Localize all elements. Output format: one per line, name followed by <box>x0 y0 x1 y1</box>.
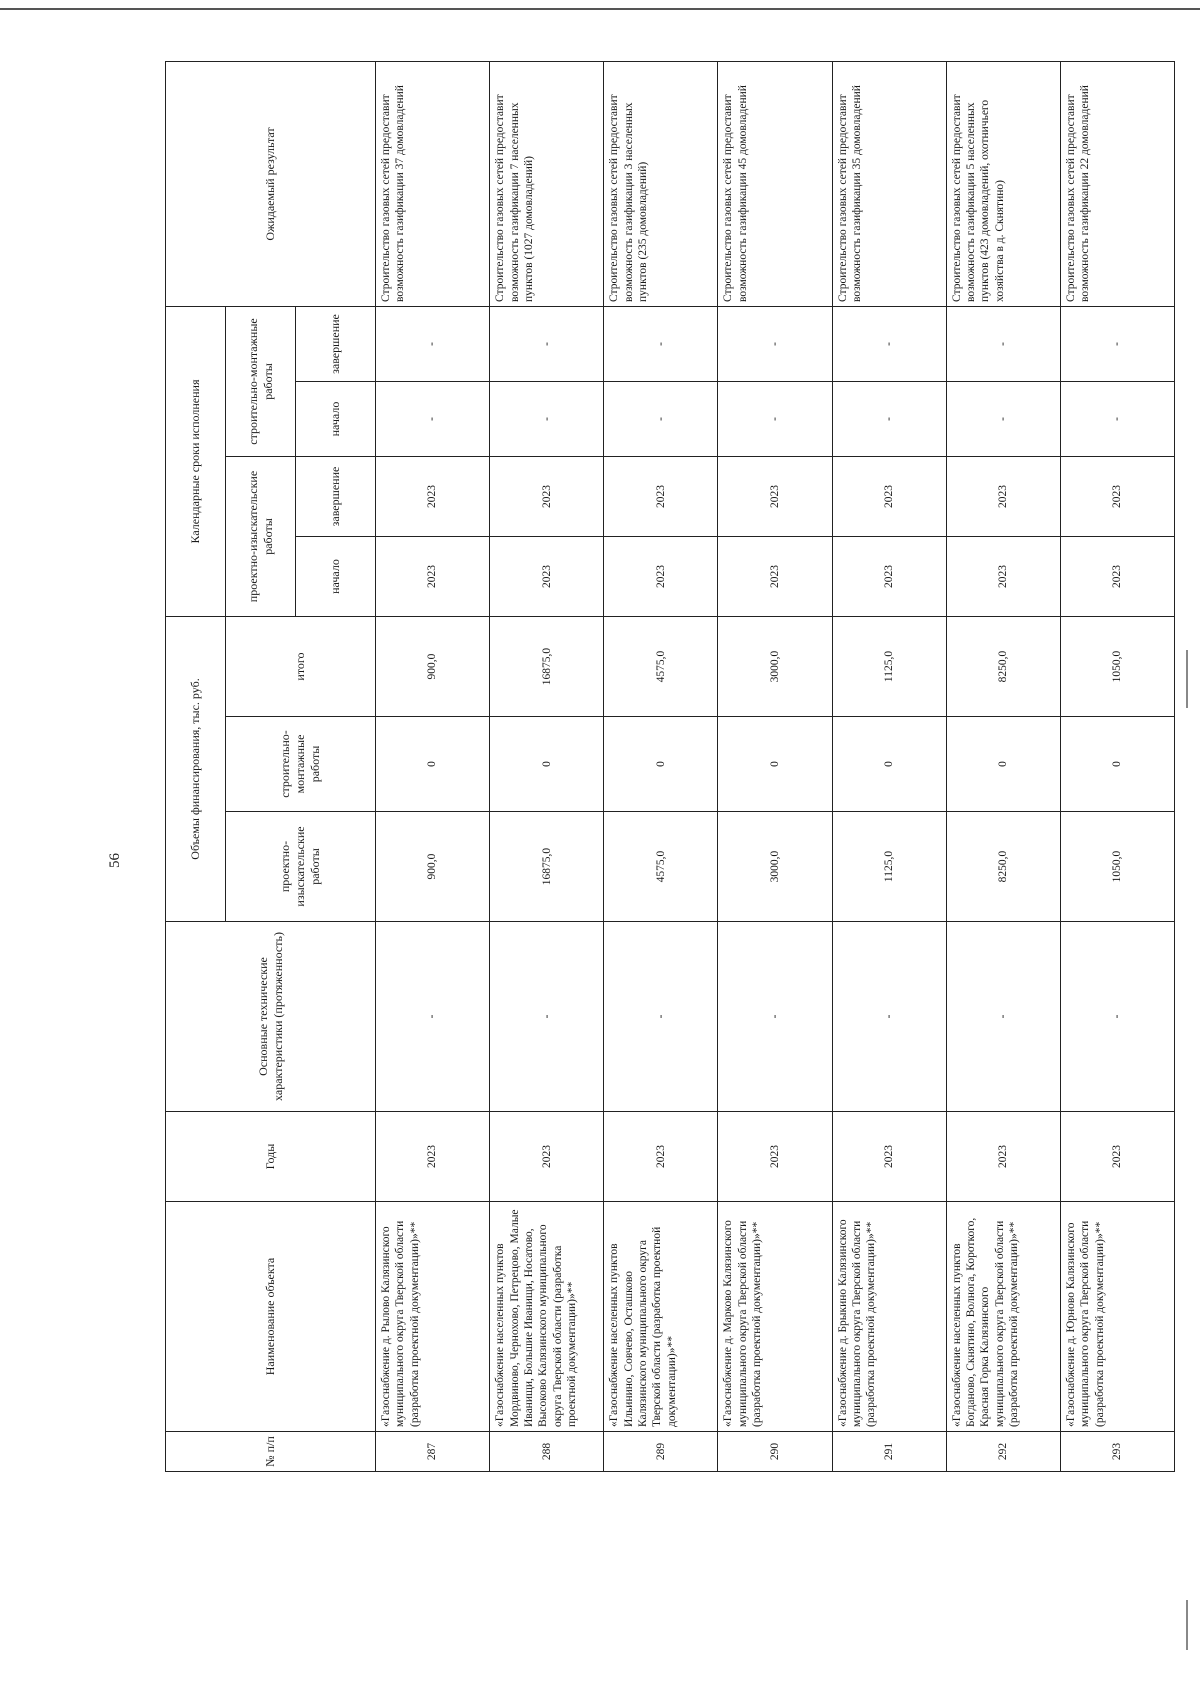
col-header-sched-construction: строительно-монтажные работы <box>226 306 296 456</box>
design-end-cell: 2023 <box>832 457 946 537</box>
row-number: 292 <box>946 1432 1060 1472</box>
col-header-schedule: Календарные сроки исполнения <box>166 306 226 616</box>
fin-design-cell: 1050,0 <box>1060 812 1174 922</box>
tech-cell: - <box>1060 922 1174 1112</box>
construction-end-cell: - <box>832 306 946 381</box>
fin-design-cell: 3000,0 <box>718 812 832 922</box>
expected-result: Строительство газовых сетей предоставит возможность газификации 22 домовладений <box>1060 61 1174 306</box>
row-number: 288 <box>490 1432 604 1472</box>
construction-end-cell: - <box>604 306 718 381</box>
table-row <box>1060 61 1174 1471</box>
expected-result: Строительство газовых сетей предоставит возможность газификации 37 домовладений <box>376 61 490 306</box>
expected-result: Строительство газовых сетей предоставит возможность газификации 5 населенных пунктов (423 домовладений, охотничьего хозяйства в д. Скнятино) <box>946 61 1060 306</box>
fin-construction-cell: 0 <box>604 717 718 812</box>
object-name: «Газоснабжение д. Юрново Калязинского муниципального округа Тверской области (разработка проектной документации)»** <box>1060 1202 1174 1432</box>
object-name: «Газоснабжение населенных пунктов Богданово, Скнятино, Волнога, Короткого, Красная Горка Калязинского муниципального округа Тверской области (разработка проектной документации)»** <box>946 1202 1060 1432</box>
object-name: «Газоснабжение д. Марково Калязинского муниципального округа Тверской области (разработка проектной документации)»** <box>718 1202 832 1432</box>
col-header-tech: Основные технические характеристики (протяженность) <box>166 922 376 1112</box>
construction-start-cell: - <box>1060 382 1174 457</box>
fin-design-cell: 900,0 <box>376 812 490 922</box>
construction-start-cell: - <box>946 382 1060 457</box>
year-cell: 2023 <box>832 1112 946 1202</box>
page-number: 56 <box>107 853 123 868</box>
object-name: «Газоснабжение д. Рылово Калязинского муниципального округа Тверской области (разработка проектной документации)»** <box>376 1202 490 1432</box>
row-number: 291 <box>832 1432 946 1472</box>
fin-total-cell: 3000,0 <box>718 617 832 717</box>
col-header-fin-design: проектно-изыскательские работы <box>226 812 376 922</box>
construction-end-cell: - <box>376 306 490 381</box>
col-header-result: Ожидаемый результат <box>166 61 376 306</box>
col-header-construction-end: завершение <box>296 306 376 381</box>
rotated-table-container <box>165 62 1175 1472</box>
tech-cell: - <box>490 922 604 1112</box>
fin-design-cell: 8250,0 <box>946 812 1060 922</box>
tech-cell: - <box>604 922 718 1112</box>
fin-construction-cell: 0 <box>1060 717 1174 812</box>
col-header-no: № п/п <box>166 1432 376 1472</box>
table-row <box>490 61 604 1471</box>
object-name: «Газоснабжение населенных пунктов Ильинино, Совчево, Осташково Калязинского муниципального округа Тверской области (разработка проектной документации)»** <box>604 1202 718 1432</box>
row-number: 290 <box>718 1432 832 1472</box>
table-row <box>718 61 832 1471</box>
design-start-cell: 2023 <box>1060 537 1174 617</box>
fin-total-cell: 4575,0 <box>604 617 718 717</box>
col-header-years: Годы <box>166 1112 376 1202</box>
table-row <box>832 61 946 1471</box>
construction-start-cell: - <box>604 382 718 457</box>
fin-construction-cell: 0 <box>832 717 946 812</box>
design-start-cell: 2023 <box>604 537 718 617</box>
fin-design-cell: 16875,0 <box>490 812 604 922</box>
row-number: 289 <box>604 1432 718 1472</box>
design-start-cell: 2023 <box>376 537 490 617</box>
col-header-design-start: начало <box>296 537 376 617</box>
year-cell: 2023 <box>376 1112 490 1202</box>
expected-result: Строительство газовых сетей предоставит возможность газификации 7 населенных пунктов (1027 домовладений) <box>490 61 604 306</box>
tech-cell: - <box>946 922 1060 1112</box>
row-number: 287 <box>376 1432 490 1472</box>
top-border-line <box>0 8 1200 10</box>
construction-end-cell: - <box>1060 306 1174 381</box>
fin-construction-cell: 0 <box>490 717 604 812</box>
row-number: 293 <box>1060 1432 1174 1472</box>
expected-result: Строительство газовых сетей предоставит возможность газификации 3 населенных пунктов (235 домовладений) <box>604 61 718 306</box>
construction-start-cell: - <box>718 382 832 457</box>
construction-end-cell: - <box>946 306 1060 381</box>
tech-cell: - <box>376 922 490 1112</box>
design-start-cell: 2023 <box>946 537 1060 617</box>
expected-result: Строительство газовых сетей предоставит возможность газификации 45 домовладений <box>718 61 832 306</box>
fin-construction-cell: 0 <box>718 717 832 812</box>
col-header-construction-start: начало <box>296 382 376 457</box>
year-cell: 2023 <box>1060 1112 1174 1202</box>
design-end-cell: 2023 <box>490 457 604 537</box>
construction-end-cell: - <box>490 306 604 381</box>
year-cell: 2023 <box>946 1112 1060 1202</box>
fin-construction-cell: 0 <box>946 717 1060 812</box>
year-cell: 2023 <box>718 1112 832 1202</box>
table-row <box>604 61 718 1471</box>
table-row <box>376 61 490 1471</box>
design-start-cell: 2023 <box>832 537 946 617</box>
design-start-cell: 2023 <box>718 537 832 617</box>
scan-edge-mark <box>1186 1600 1188 1650</box>
fin-construction-cell: 0 <box>376 717 490 812</box>
construction-start-cell: - <box>832 382 946 457</box>
col-header-name: Наименование объекта <box>166 1202 376 1432</box>
fin-total-cell: 8250,0 <box>946 617 1060 717</box>
year-cell: 2023 <box>490 1112 604 1202</box>
design-end-cell: 2023 <box>718 457 832 537</box>
year-cell: 2023 <box>604 1112 718 1202</box>
construction-end-cell: - <box>718 306 832 381</box>
design-end-cell: 2023 <box>376 457 490 537</box>
construction-start-cell: - <box>376 382 490 457</box>
design-start-cell: 2023 <box>490 537 604 617</box>
table-row <box>946 61 1060 1471</box>
design-end-cell: 2023 <box>946 457 1060 537</box>
col-header-fin-total: итого <box>226 617 376 717</box>
tech-cell: - <box>832 922 946 1112</box>
col-header-design-end: завершение <box>296 457 376 537</box>
design-end-cell: 2023 <box>1060 457 1174 537</box>
design-end-cell: 2023 <box>604 457 718 537</box>
fin-total-cell: 900,0 <box>376 617 490 717</box>
expected-result: Строительство газовых сетей предоставит возможность газификации 35 домовладений <box>832 61 946 306</box>
col-header-fin-construction: строительно-монтажные работы <box>226 717 376 812</box>
fin-design-cell: 4575,0 <box>604 812 718 922</box>
construction-start-cell: - <box>490 382 604 457</box>
col-header-sched-design: проектно-изыскательские работы <box>226 457 296 617</box>
gas-supply-table <box>165 61 1175 1472</box>
tech-cell: - <box>718 922 832 1112</box>
col-header-financing: Объемы финансирования, тыс. руб. <box>166 617 226 922</box>
scan-edge-mark <box>1186 650 1188 708</box>
fin-total-cell: 1050,0 <box>1060 617 1174 717</box>
object-name: «Газоснабжение населенных пунктов Мордвиново, Чернохово, Петрецово, Малые Иванищи, Большие Иванищи, Носатово, Высоково Калязинского муниципального округа Тверской области (разработка проектной документации)»** <box>490 1202 604 1432</box>
object-name: «Газоснабжение д. Брыкино Калязинского муниципального округа Тверской области (разработка проектной документации)»** <box>832 1202 946 1432</box>
fin-total-cell: 16875,0 <box>490 617 604 717</box>
fin-design-cell: 1125,0 <box>832 812 946 922</box>
fin-total-cell: 1125,0 <box>832 617 946 717</box>
